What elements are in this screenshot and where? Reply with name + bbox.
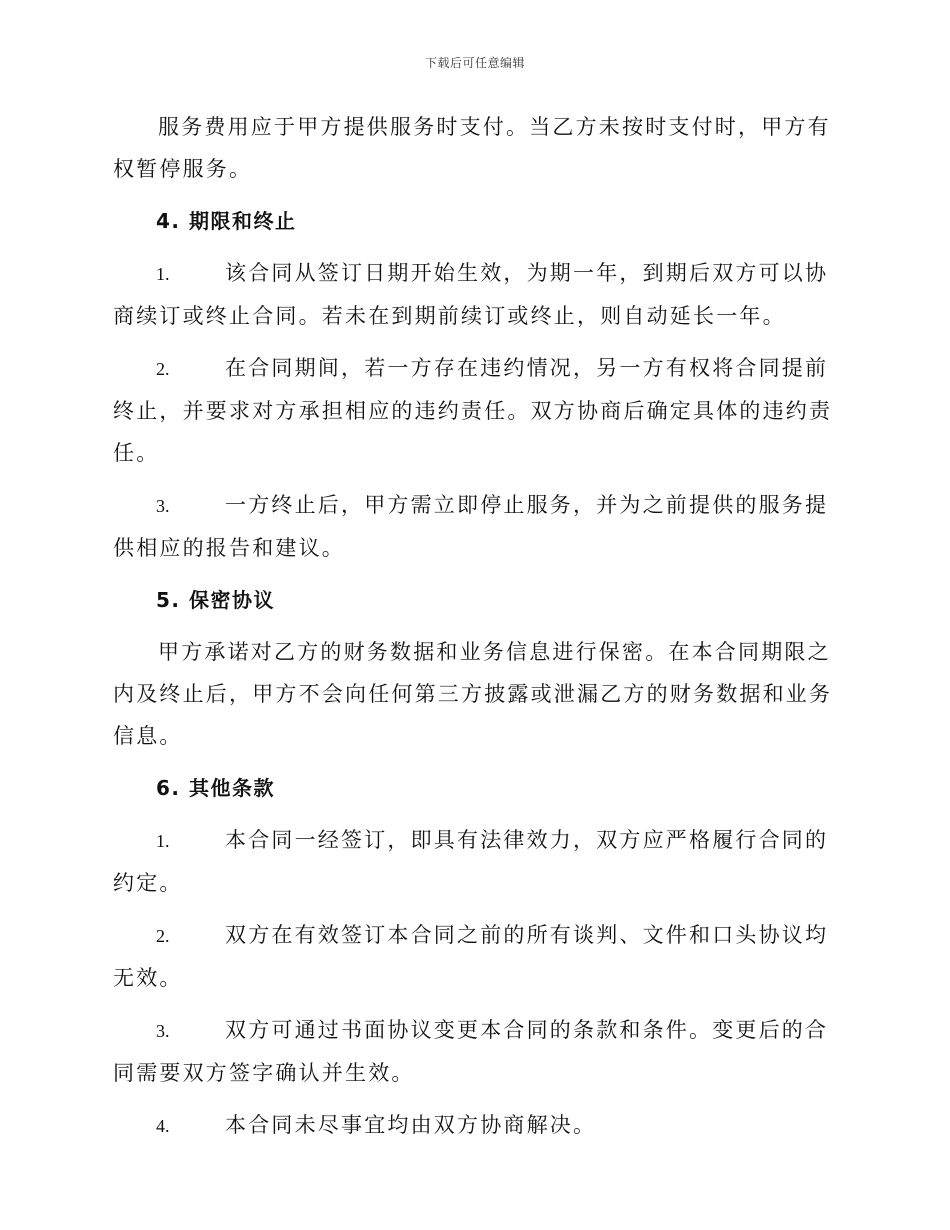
section-heading-confidentiality: 5. 保密协议 (156, 588, 275, 612)
confidentiality-paragraph: 甲方承诺对乙方的财务数据和业务信息进行保密。在本合同期限之内及终止后，甲方不会向任何第三方披露或泄漏乙方的财务数据和业务信息。 (113, 640, 833, 748)
list-item (113, 484, 833, 569)
list-item-number: 1. (156, 264, 170, 284)
list-item-number: 1. (156, 831, 170, 851)
list-item-text: 本合同未尽事宜均由双方协商解决。 (225, 1113, 597, 1137)
list-item (113, 819, 833, 904)
list-item (113, 1009, 833, 1094)
page-header: 下载后可任意编辑 (424, 56, 525, 70)
list-item-text: 双方在有效签订本合同之前的所有谈判、文件和口头协议均无效。 (113, 923, 829, 990)
list-item (113, 252, 833, 337)
payment-paragraph: 服务费用应于甲方提供服务时支付。当乙方未按时支付时，甲方有权暂停服务。 (113, 115, 831, 181)
list-item (113, 1104, 833, 1147)
list-item (113, 347, 833, 474)
section-heading-other-terms: 6. 其他条款 (156, 776, 275, 800)
list-item-text: 本合同一经签订，即具有法律效力，双方应严格履行合同的约定。 (113, 828, 829, 895)
section-heading-term: 4. 期限和终止 (156, 209, 297, 233)
list-item (113, 914, 833, 999)
list-item-number: 4. (156, 1116, 170, 1136)
list-item-number: 2. (156, 926, 170, 946)
list-item-text: 双方可通过书面协议变更本合同的条款和条件。变更后的合同需要双方签字确认并生效。 (113, 1018, 829, 1085)
list-item-number: 2. (156, 359, 170, 379)
list-item-text: 该合同从签订日期开始生效，为期一年，到期后双方可以协商续订或终止合同。若未在到期前续订或终止，则自动延长一年。 (113, 261, 829, 328)
list-item-text: 在合同期间，若一方存在违约情况，另一方有权将合同提前终止，并要求对方承担相应的违约责任。双方协商后确定具体的违约责任。 (113, 356, 833, 465)
list-item-number: 3. (156, 1021, 170, 1041)
list-item-number: 3. (156, 496, 170, 516)
list-item-text: 一方终止后，甲方需立即停止服务，并为之前提供的服务提供相应的报告和建议。 (113, 493, 829, 560)
document-body (113, 106, 833, 1157)
